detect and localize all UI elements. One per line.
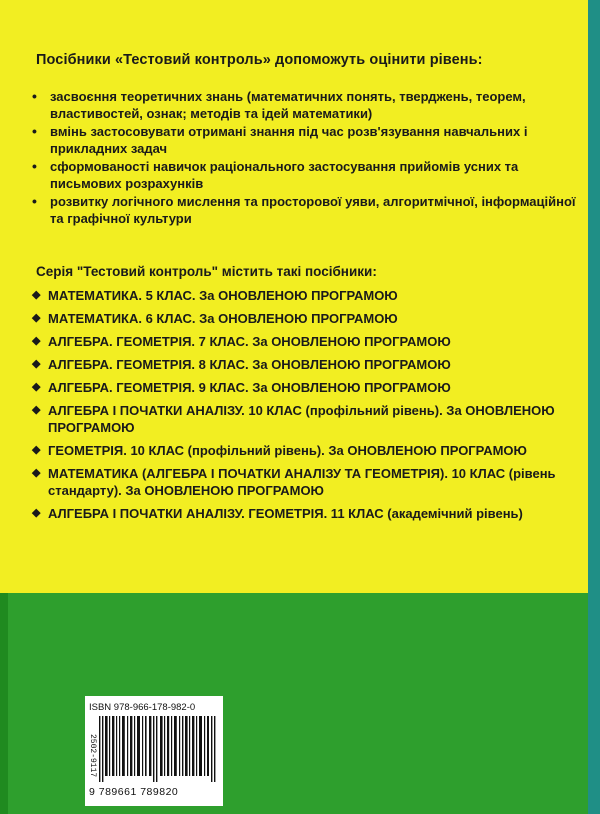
book-item [24, 356, 584, 373]
bullet-text: вмінь застосовувати отримані знання під час розв'язування навчальних і прикладних задач [50, 124, 528, 156]
list-item [24, 123, 580, 157]
barcode-number: 9 789661 789820 [89, 786, 179, 798]
diamond-icon: ◆ [32, 507, 41, 519]
list-item [24, 193, 580, 227]
barcode-bars [97, 716, 217, 782]
diamond-icon: ◆ [32, 404, 41, 416]
intro-bullet-list [24, 88, 580, 228]
series-heading: Серія "Тестовий контроль" містить такі посібники: [36, 264, 377, 279]
diamond-icon: ◆ [32, 358, 41, 370]
diamond-icon: ◆ [32, 312, 41, 324]
list-item [24, 158, 580, 192]
edge-strip [588, 0, 600, 814]
diamond-icon: ◆ [32, 335, 41, 347]
book-title: АЛГЕБРА. ГЕОМЕТРІЯ. 8 КЛАС. За ОНОВЛЕНОЮ ПРОГРАМОЮ [48, 357, 451, 372]
book-title: АЛГЕБРА. ГЕОМЕТРІЯ. 9 КЛАС. За ОНОВЛЕНОЮ ПРОГРАМОЮ [48, 380, 451, 395]
book-title: МАТЕМАТИКА. 6 КЛАС. За ОНОВЛЕНОЮ ПРОГРАМОЮ [48, 311, 398, 326]
barcode [85, 696, 223, 806]
book-title: МАТЕМАТИКА. 5 КЛАС. За ОНОВЛЕНОЮ ПРОГРАМОЮ [48, 288, 398, 303]
book-item [24, 505, 584, 522]
book-item [24, 310, 584, 327]
book-title: АЛГЕБРА. ГЕОМЕТРІЯ. 7 КЛАС. За ОНОВЛЕНОЮ ПРОГРАМОЮ [48, 334, 451, 349]
bullet-text: сформованості навичок раціонального застосування прийомів усних та письмових розрахунків [50, 159, 519, 191]
bullet-text: засвоєння теоретичних знань (математичних понять, тверджень, теорем, властивостей, ознак; методів та ідей математики) [50, 89, 526, 121]
book-title: АЛГЕБРА І ПОЧАТКИ АНАЛІЗУ. 10 КЛАС (профільний рівень). За ОНОВЛЕНОЮ ПРОГРАМОЮ [48, 403, 555, 435]
bullet-text: розвитку логічного мислення та просторової уяви, алгоритмічної, інформаційної та графічної культури [50, 194, 576, 226]
book-list [24, 287, 584, 528]
diamond-icon: ◆ [32, 467, 41, 479]
book-item [24, 402, 584, 436]
book-title: ГЕОМЕТРІЯ. 10 КЛАС (профільний рівень). За ОНОВЛЕНОЮ ПРОГРАМОЮ [48, 443, 527, 458]
diamond-icon: ◆ [32, 381, 41, 393]
book-title: АЛГЕБРА І ПОЧАТКИ АНАЛІЗУ. ГЕОМЕТРІЯ. 11 КЛАС (академічний рівень) [48, 506, 523, 521]
bullet-icon: • [32, 158, 37, 174]
bullet-icon: • [32, 123, 37, 139]
intro-heading: Посібники «Тестовий контроль» допоможуть оцінити рівень: [36, 52, 483, 68]
book-item [24, 333, 584, 350]
book-item [24, 287, 584, 304]
book-item [24, 379, 584, 396]
bullet-icon: • [32, 193, 37, 209]
barcode-side-code: 2502-9117 [88, 734, 97, 778]
book-item [24, 465, 584, 499]
book-item [24, 442, 584, 459]
book-title: МАТЕМАТИКА (АЛГЕБРА І ПОЧАТКИ АНАЛІЗУ ТА ГЕОМЕТРІЯ). 10 КЛАС (рівень стандарту). За ОНОВЛЕНОЮ ПРОГРАМОЮ [48, 466, 556, 498]
isbn-label: ISBN 978-966-178-982-0 [89, 702, 196, 713]
diamond-icon: ◆ [32, 444, 41, 456]
diamond-icon: ◆ [32, 289, 41, 301]
barcode-bars-graphic [97, 716, 217, 782]
list-item [24, 88, 580, 122]
bottom-left-edge [0, 593, 8, 814]
bullet-icon: • [32, 88, 37, 104]
